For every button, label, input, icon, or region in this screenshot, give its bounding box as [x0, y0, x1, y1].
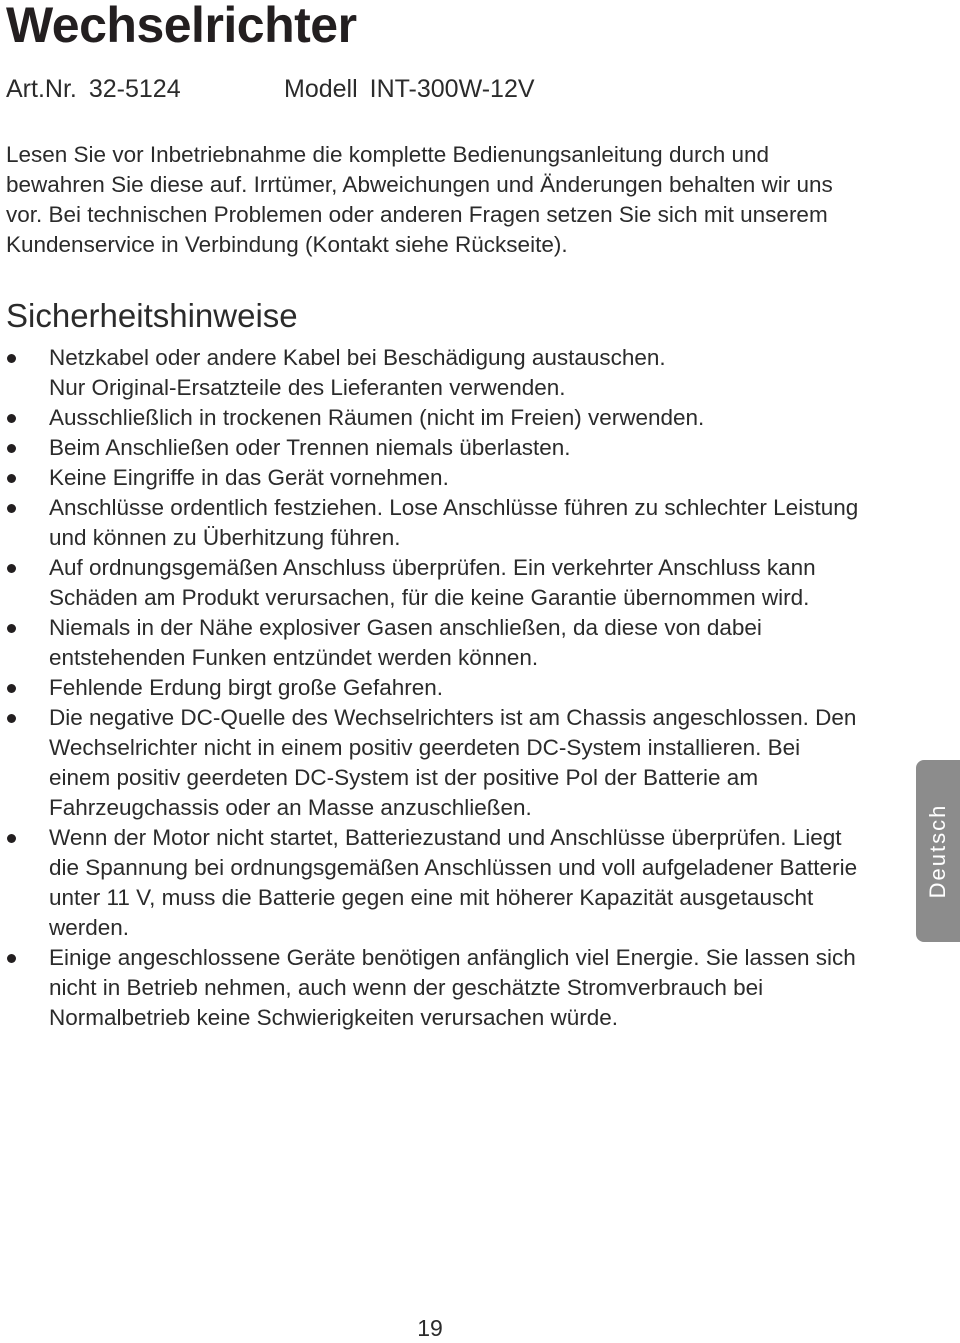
bullet-icon [7, 684, 16, 693]
bullet-icon [7, 474, 16, 483]
list-item [6, 403, 866, 433]
list-item-text: Niemals in der Nähe explosiver Gasen anschließen, da diese von dabei entstehenden Funken entzündet werden können. [49, 615, 762, 670]
language-tab-label: Deutsch [925, 803, 950, 899]
page-number: 19 [417, 1315, 443, 1341]
list-item [6, 943, 866, 1033]
model-label: Modell [284, 75, 358, 103]
list-item [6, 553, 866, 613]
bullet-icon [7, 414, 16, 423]
list-item-text: Einige angeschlossene Geräte benötigen anfänglich viel Energie. Sie lassen sich nicht in Betrieb nehmen, auch wenn der geschätzte Stromverbrauch bei Normalbetrieb keine Schwierigkeiten verursachen würde. [49, 945, 856, 1030]
list-item-text: Keine Eingriffe in das Gerät vornehmen. [49, 465, 449, 490]
safety-list [6, 343, 866, 1033]
list-item-text: Nur Original-Ersatzteile des Lieferanten verwenden. [49, 375, 566, 400]
list-item-text: Ausschließlich in trockenen Räumen (nicht im Freien) verwenden. [49, 405, 705, 430]
list-item [6, 463, 866, 493]
bullet-icon [7, 354, 16, 363]
bullet-icon [7, 504, 16, 513]
bullet-icon [7, 564, 16, 573]
bullet-icon [7, 444, 16, 453]
article-number-label: Art.Nr. [6, 75, 77, 103]
list-item-text: Die negative DC-Quelle des Wechselrichters ist am Chassis angeschlossen. Den Wechselrichter nicht in einem positiv geerdeten DC-System installieren. Bei einem positiv geerdeten DC-System ist der positive Pol der Batterie am Fahrzeugchassis oder an Masse anzuschließen. [49, 705, 857, 820]
article-number: 32-5124 [88, 75, 181, 103]
list-item [6, 433, 866, 463]
list-item-text: Wenn der Motor nicht startet, Batteriezustand und Anschlüsse überprüfen. Liegt die Spannung bei ordnungsgemäßen Anschlüssen und voll aufgeladener Batterie unter 11 V, muss die Batterie gegen eine mit höherer Kapazität ausgetauscht werden. [49, 825, 858, 940]
language-tab [916, 760, 960, 942]
model-info [284, 72, 535, 106]
list-item-text: Auf ordnungsgemäßen Anschluss überprüfen. Ein verkehrter Anschluss kann Schäden am Produkt verursachen, für die keine Garantie übernommen wird. [49, 555, 816, 610]
article-info [6, 72, 535, 106]
bullet-icon [7, 834, 16, 843]
intro-paragraph: Lesen Sie vor Inbetriebnahme die komplette Bedienungsanleitung durch und bewahren Sie diese auf. Irrtümer, Abweichungen und Änderungen behalten wir uns vor. Bei technischen Problemen oder anderen Fragen setzen Sie sich mit unserem Kundenservice in Verbindung (Kontakt siehe Rückseite). [6, 142, 833, 257]
document-title: Wechselrichter [6, 0, 357, 53]
list-item [6, 703, 866, 823]
list-item-text: Anschlüsse ordentlich festziehen. Lose Anschlüsse führen zu schlechter Leistung und können zu Überhitzung führen. [49, 495, 859, 550]
list-item [6, 493, 866, 553]
safety-heading: Sicherheitshinweise [6, 297, 298, 334]
model-number: INT-300W-12V [369, 75, 535, 103]
bullet-icon [7, 714, 16, 723]
list-item-text: Netzkabel oder andere Kabel bei Beschädigung austauschen. [49, 345, 666, 370]
list-item [6, 613, 866, 673]
list-item [6, 373, 866, 403]
list-item-text: Beim Anschließen oder Trennen niemals überlasten. [49, 435, 571, 460]
list-item [6, 343, 866, 373]
list-item-text: Fehlende Erdung birgt große Gefahren. [49, 675, 443, 700]
list-item [6, 673, 866, 703]
list-item [6, 823, 866, 943]
bullet-icon [7, 624, 16, 633]
bullet-icon [7, 954, 16, 963]
